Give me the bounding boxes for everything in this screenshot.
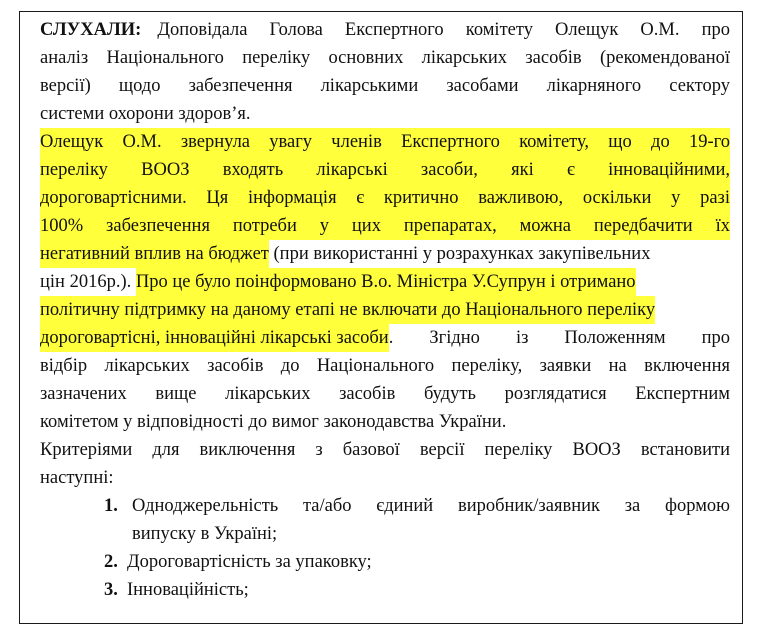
criteria-text: Одноджерельність та/або єдиний виробник/заявник за формою <box>132 496 730 516</box>
criteria-item-2-line-1 <box>127 548 730 576</box>
para3-line-2 <box>40 464 730 492</box>
highlighted-text: негативний вплив на бюджет <box>40 240 269 268</box>
para3-line-1 <box>40 436 730 464</box>
highlighted-text: 100% забезпечення потреби у цих препаратах, можна передбачити їх <box>40 212 730 240</box>
para3-text: Критеріями для виключення з базової версії переліку ВООЗ встановити <box>40 440 730 460</box>
highlighted-text: Олещук О.М. звернула увагу членів Експертного комітету, що до 19-го <box>40 128 730 156</box>
highlighted-text: дороговартісні, інноваційні лікарські засоби <box>40 324 389 352</box>
highlighted-text: переліку ВООЗ входять лікарські засоби, які є інноваційними, <box>40 156 730 184</box>
para2-text: комітетом у відповідності до вимог законодавства України. <box>40 412 507 432</box>
list-number: 3. <box>104 580 118 600</box>
para1-line-4 <box>40 100 730 128</box>
para2-line-2 <box>40 156 730 184</box>
criteria-text: Інноваційність; <box>127 580 249 600</box>
highlighted-text: дороговартісними. Ця інформація є критично важливою, оскільки у разі <box>40 184 730 212</box>
para1-text: системи охорони здоров’я. <box>40 104 251 124</box>
para1-line-1 <box>40 16 730 44</box>
list-number: 1. <box>104 496 118 516</box>
criteria-text: випуску в Україні; <box>132 524 278 544</box>
para2-line-9 <box>40 352 730 380</box>
para2-line-4 <box>40 212 730 240</box>
para3-text: наступні: <box>40 468 114 488</box>
list-number: 2. <box>104 552 118 572</box>
para2-line-7 <box>40 296 730 324</box>
para2-text: відбір лікарських засобів до Національного переліку, заявки на включення <box>40 356 730 376</box>
criteria-item-3-line-1 <box>127 576 730 604</box>
para1-text: аналіз Національного переліку основних лікарських засобів (рекомендованої <box>40 48 730 68</box>
criteria-item-1-line-1 <box>132 492 730 520</box>
para2-line-8 <box>40 324 730 352</box>
criteria-list <box>40 492 730 604</box>
para2-line-1 <box>40 128 730 156</box>
para2-line-10 <box>40 380 730 408</box>
criteria-item-1-line-2 <box>132 520 730 548</box>
para1-line-2 <box>40 44 730 72</box>
para1-line-1-text: Доповідала Голова Експертного комітету Олещук О.М. про <box>157 20 730 40</box>
criteria-item-3 <box>40 576 730 604</box>
document-body <box>40 16 730 604</box>
para2-text: цін 2016р.). <box>40 272 136 292</box>
para2-text: зазначених вище лікарських засобів будуть розглядатися Експертним <box>40 384 730 404</box>
highlighted-text: політичну підтримку на даному етапі не включати до Національного переліку <box>40 296 655 324</box>
para2-line-5 <box>40 240 730 268</box>
para2-line-11 <box>40 408 730 436</box>
para1-line-3 <box>40 72 730 100</box>
para2-text: (при використанні у розрахунках закупівельних <box>268 244 651 264</box>
criteria-text: Дороговартісність за упаковку; <box>127 552 372 572</box>
para2-line-3 <box>40 184 730 212</box>
para1-text: версії) щодо забезпечення лікарськими засобами лікарняного сектору <box>40 76 730 96</box>
heading-label: СЛУХАЛИ: <box>40 20 142 40</box>
para2-line-6 <box>40 268 730 296</box>
criteria-item-1 <box>40 492 730 548</box>
para2-text: . Згідно із Положенням про <box>388 328 730 348</box>
highlighted-text: Про це було поінформовано В.о. Міністра У.Супрун і отримано <box>136 268 636 296</box>
criteria-item-2 <box>40 548 730 576</box>
